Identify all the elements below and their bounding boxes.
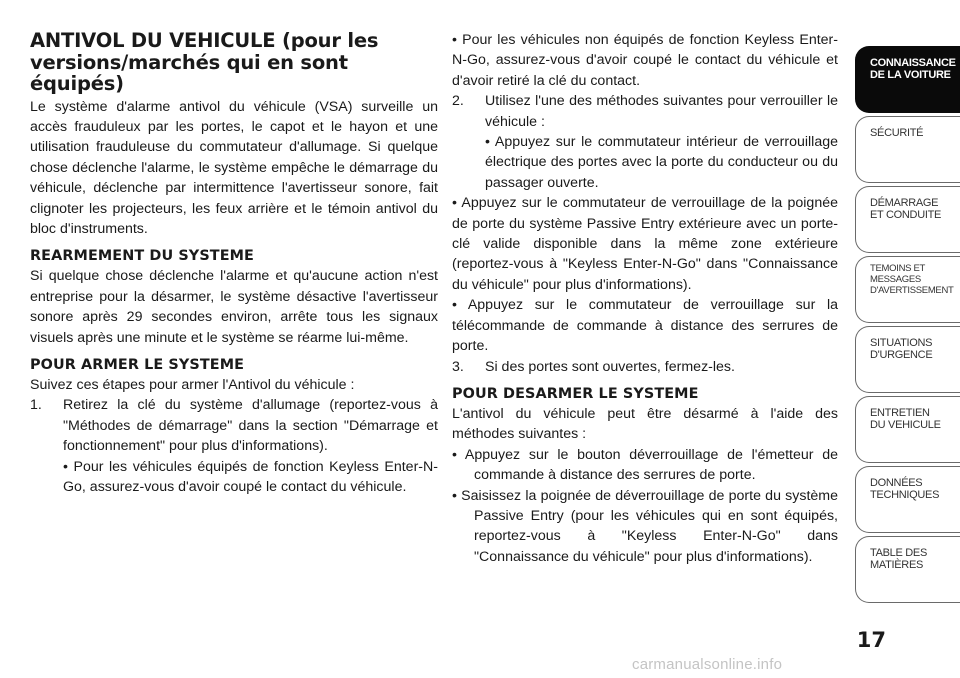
rearm-paragraph: Si quelque chose déclenche l'alarme et qu'aucune action n'est entreprise pour la désarmer, le système désactive l'avertisseur sonore après 29 secondes environ, arrête tous les signaux visuels après une minute et le système se réarme lui-même. bbox=[30, 268, 438, 346]
step-number: 1. bbox=[30, 397, 42, 414]
tab-urgence[interactable]: SITUATIONS D'URGENCE bbox=[855, 326, 960, 393]
arm-intro: Suivez ces étapes pour armer l'Antivol du véhicule : bbox=[30, 376, 355, 393]
step-text: Retirez la clé du système d'allumage (reportez-vous à "Méthodes de démarrage" dans la section "Démarrage et fonctionnement" pour plus d'informations). bbox=[63, 397, 438, 455]
tab-table[interactable]: TABLE DES MATIÈRES bbox=[855, 536, 960, 603]
step-bullet: • Pour les véhicules équipés de fonction Keyless Enter-N-Go, assurez-vous d'avoir coupé le contact du véhicule. bbox=[63, 458, 438, 495]
arm-step-2 bbox=[452, 91, 838, 193]
section-title: ANTIVOL DU VEHICULE (pour les versions/marchés qui en sont équipés) bbox=[30, 29, 379, 95]
step-number: 2. bbox=[452, 93, 464, 110]
tab-donnees[interactable]: DONNÉES TECHNIQUES bbox=[855, 466, 960, 533]
tab-connaissance[interactable]: CONNAISSANCE DE LA VOITURE bbox=[855, 46, 960, 113]
arm-step-1 bbox=[30, 395, 438, 497]
step-text: Utilisez l'une des méthodes suivantes pour verrouiller le véhicule : bbox=[485, 93, 838, 130]
tab-securite[interactable]: SÉCURITÉ bbox=[855, 116, 960, 183]
arm-heading: POUR ARMER LE SYSTEME bbox=[30, 356, 245, 373]
disarm-bullet-1: • Appuyez sur le bouton déverrouillage de l'émetteur de commande à distance des serrures de porte. bbox=[452, 446, 838, 484]
disarm-intro: L'antivol du véhicule peut être désarmé à l'aide des méthodes suivantes : bbox=[452, 405, 838, 443]
step-number: 3. bbox=[452, 358, 464, 375]
chapter-tabs bbox=[855, 46, 960, 606]
intro-paragraph: Le système d'alarme antivol du véhicule (VSA) surveille un accès frauduleux par les portes, le capot et le hayon et une utilisation frauduleuse du commutateur d'allumage. Si quelque chose déclenche l'alarme, le système empêche le démarrage du véhicule, déclenche par intermittence l'avertisseur sonore, fait clignoter les projecteurs, les feux arrière et le témoin antivol du bloc d'instruments. bbox=[30, 98, 438, 237]
disarm-bullet-2: • Saisissez la poignée de déverrouillage de porte du système Passive Entry (pour les véhicules qui en sont équipés, reportez-vous à "Keyless Enter-N-Go" dans "Connaissance du véhicule" pour plus d'informations). bbox=[452, 487, 838, 565]
tab-demarrage[interactable]: DÉMARRAGE ET CONDUITE bbox=[855, 186, 960, 253]
tab-entretien[interactable]: ENTRETIEN DU VEHICULE bbox=[855, 396, 960, 463]
arm-step-3 bbox=[452, 357, 838, 377]
bullet-remote: • Appuyez sur le commutateur de verrouillage sur la télécommande de commande à distance des serrures de porte. bbox=[452, 297, 838, 355]
watermark: carmanualsonline.info bbox=[632, 656, 783, 673]
tab-temoins[interactable]: TEMOINS ET MESSAGES D'AVERTISSEMENT bbox=[855, 256, 960, 323]
rearm-heading: REARMEMENT DU SYSTEME bbox=[30, 248, 254, 265]
disarm-heading: POUR DESARMER LE SYSTEME bbox=[452, 385, 699, 402]
step-bullet: • Appuyez sur le commutateur intérieur de verrouillage électrique des portes avec la porte du conducteur ou du passager ouverte. bbox=[485, 134, 838, 191]
left-column bbox=[30, 30, 438, 497]
page-number: 17 bbox=[856, 628, 886, 652]
right-column bbox=[452, 30, 838, 567]
bullet-passive-entry: • Appuyez sur le commutateur de verrouillage de la poignée de porte du système Passive Entry extérieure avec un porte-clé valide disponible dans la même zone extérieure (reportez-vous à "Keyless Enter-N-Go" dans "Connaissance du véhicule" pour plus d'informations). bbox=[452, 195, 838, 293]
bullet-no-keyless: • Pour les véhicules non équipés de fonction Keyless Enter-N-Go, assurez-vous d'avoir coupé le contact du véhicule et d'avoir retiré la clé du contact. bbox=[452, 32, 838, 89]
step-text: Si des portes sont ouvertes, fermez-les. bbox=[485, 358, 735, 375]
